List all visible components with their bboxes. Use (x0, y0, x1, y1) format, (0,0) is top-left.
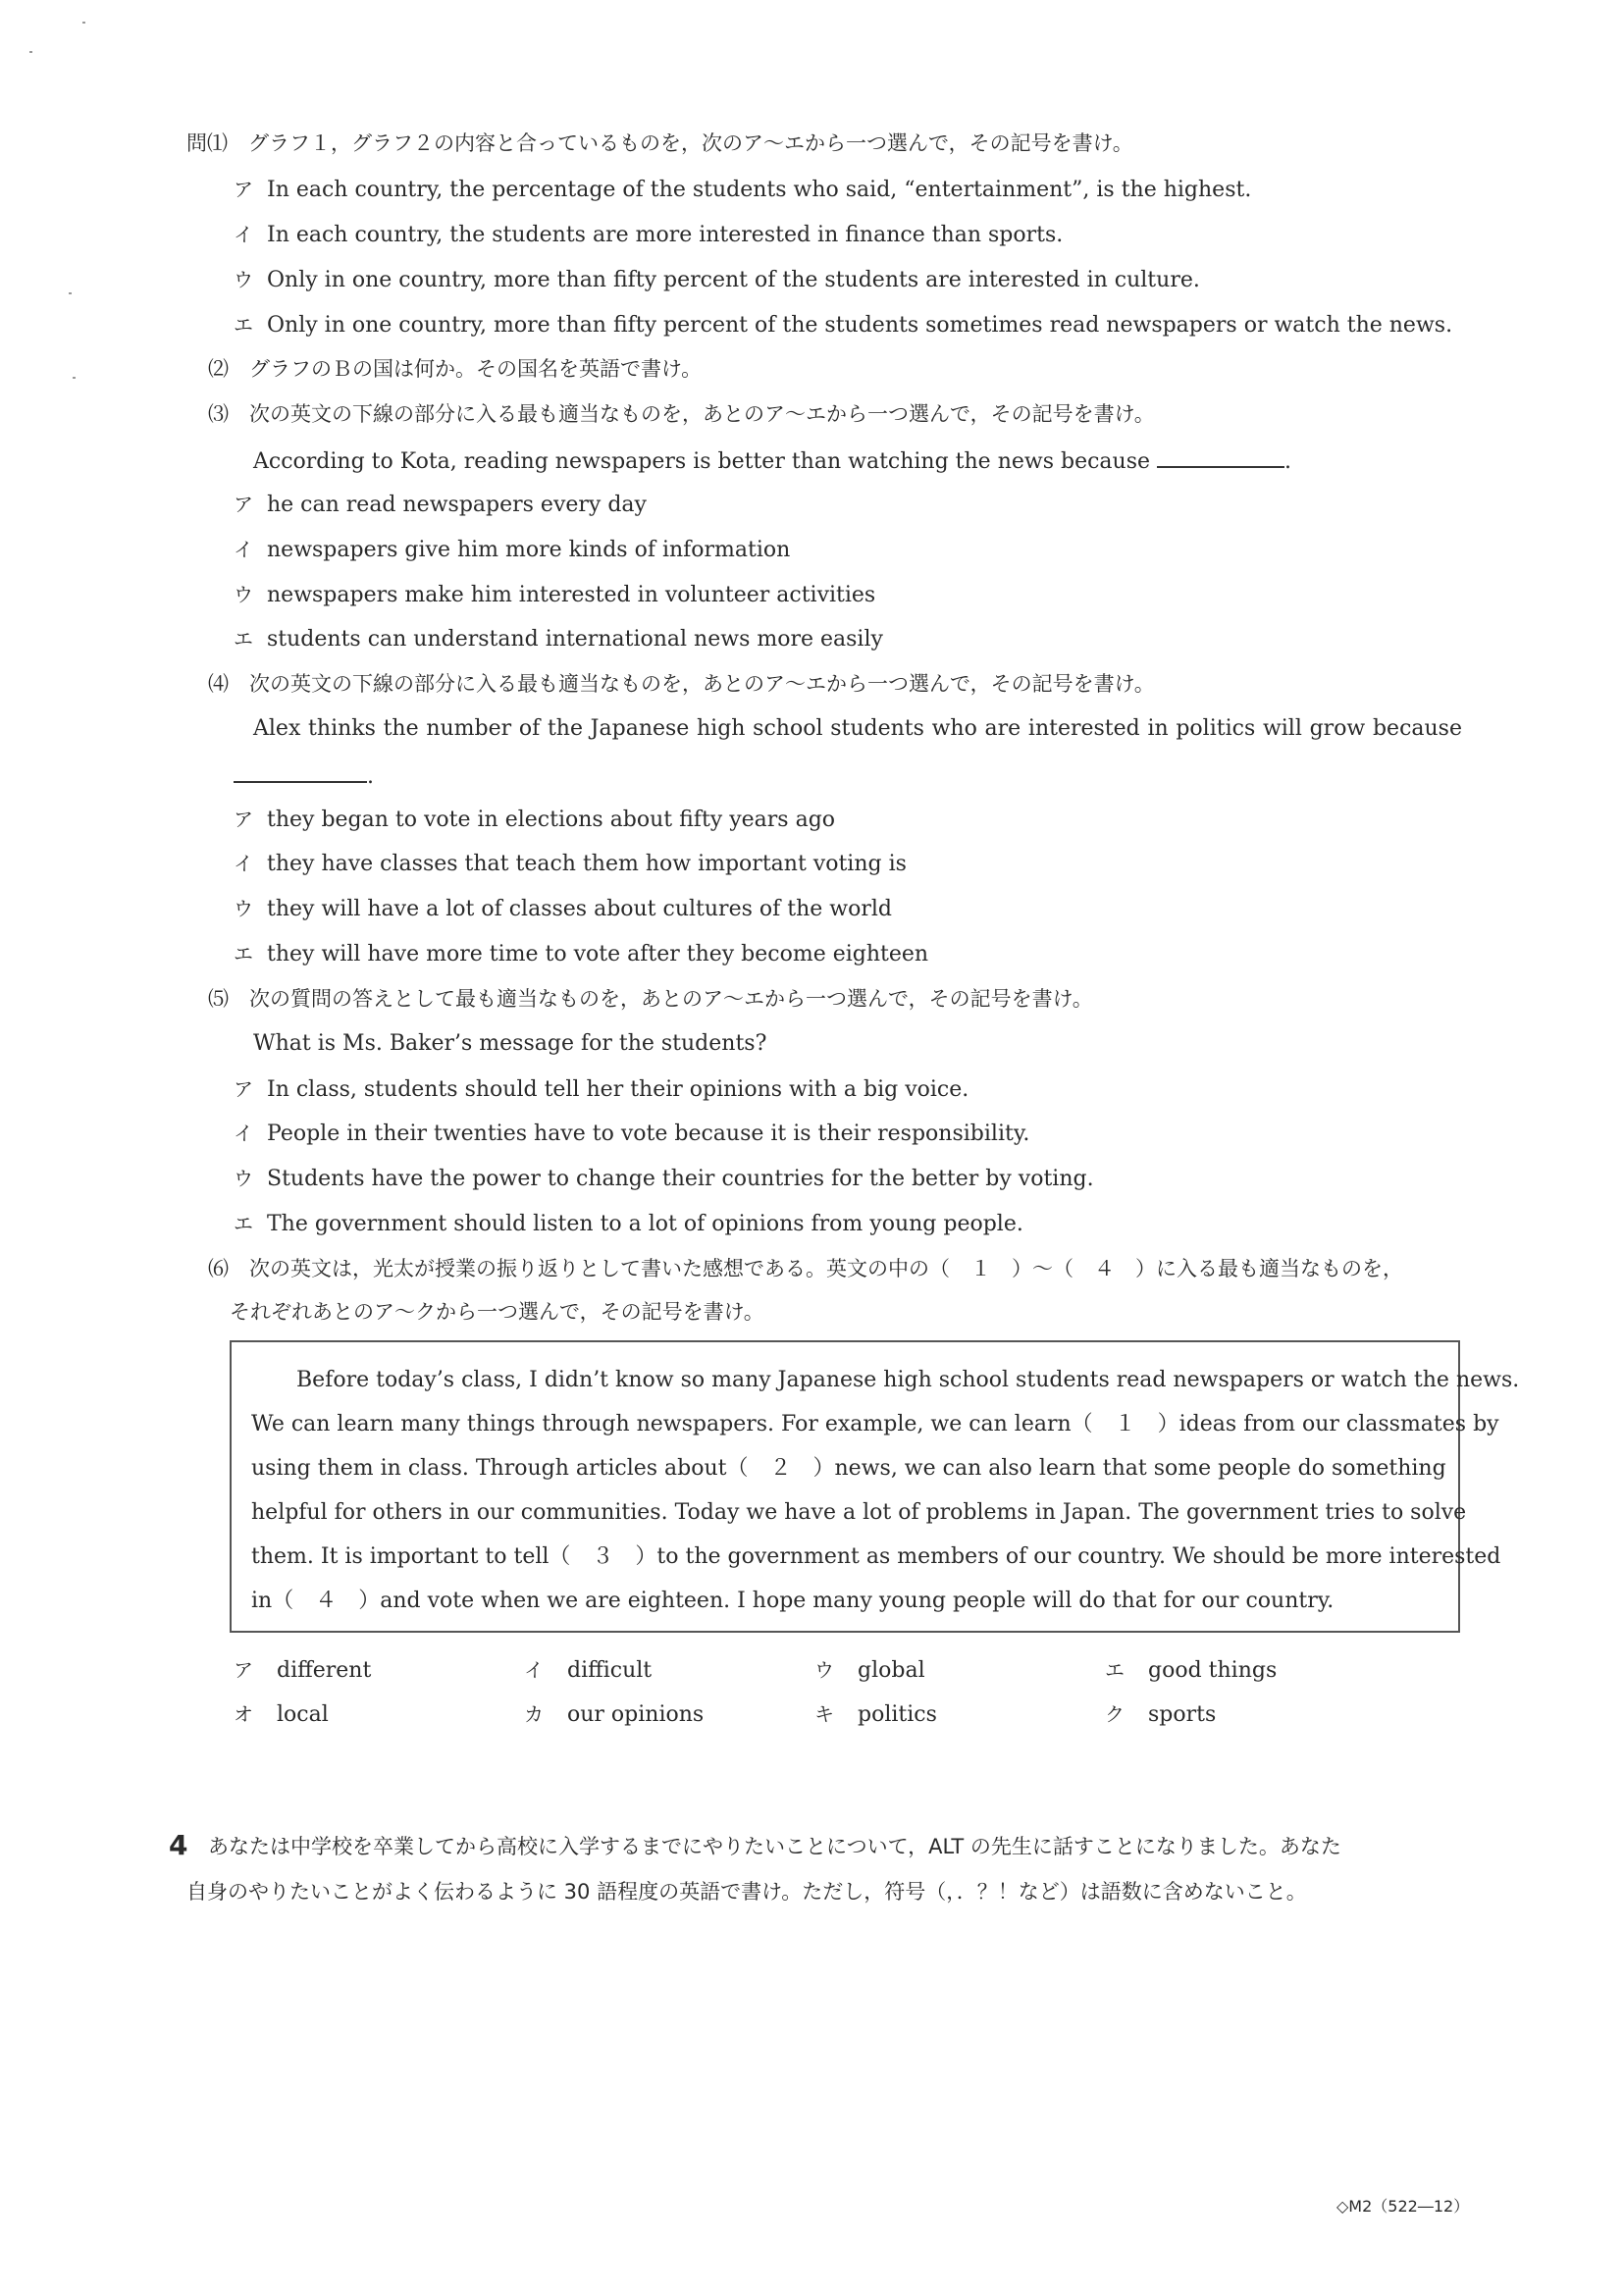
speck (73, 377, 76, 379)
q5-instruction: 次の質問の答えとして最も適当なものを，あとのア～エから一つ選んで，その記号を書け。 (249, 987, 1093, 1011)
q5-prompt: What is Ms. Baker’s message for the students? (253, 1031, 767, 1056)
q3-label: ⑶ (208, 402, 229, 426)
q4-instruction: 次の英文の下線の部分に入る最も適当なものを，あとのア～エから一つ選んで，その記号を書け。 (249, 672, 1155, 696)
q4-prompt-blank: . (234, 759, 374, 792)
q6-label: ⑹ (208, 1257, 229, 1280)
q6-heading (208, 1254, 1403, 1283)
q6-choice[interactable]: オ local (234, 1702, 329, 1727)
q5-option[interactable]: エ The government should listen to a lot of opinions from young people. (234, 1212, 1023, 1236)
q6-instruction-cont: それぞれあとのア～クから一つ選んで，その記号を書け。 (230, 1300, 764, 1324)
answer-blank (234, 759, 367, 783)
q6-choice[interactable]: キ politics (814, 1702, 937, 1727)
q5-heading (208, 984, 1093, 1014)
passage-line: helpful for others in our communities. Today we have a lot of problems in Japan. The government tries to solve (251, 1500, 1467, 1525)
section4-line: あなたは中学校を卒業してから高校に入学するまでにやりたいことについて，ALT の先生に話すことになりました。あなた (208, 1835, 1341, 1858)
q5-option[interactable]: ウ Students have the power to change their countries for the better by voting. (234, 1167, 1094, 1191)
q1-option[interactable]: ア In each country, the percentage of the students who said, “entertainment”, is the highest. (234, 178, 1252, 202)
q6-choice[interactable]: カ our opinions (524, 1702, 705, 1727)
speck (69, 292, 72, 294)
passage-line: using them in class. Through articles about（ ２ ）news, we can also learn that some people do something (251, 1456, 1446, 1481)
q1-heading (186, 129, 1133, 158)
q1-option[interactable]: ウ Only in one country, more than fifty percent of the students are interested in culture. (234, 268, 1200, 292)
q4-heading (208, 669, 1155, 699)
q3-option[interactable]: イ newspapers give him more kinds of information (234, 538, 791, 562)
q3-option[interactable]: ア he can read newspapers every day (234, 493, 647, 517)
passage-line: in（ ４ ）and vote when we are eighteen. I hope many young people will do that for our country. (251, 1589, 1335, 1613)
q1-option[interactable]: エ Only in one country, more than fifty percent of the students sometimes read newspapers or watch the news. (234, 313, 1453, 338)
q1-instruction: グラフ１，グラフ２の内容と合っているものを，次のア～エから一つ選んで，その記号を書け。 (248, 131, 1133, 155)
q5-option[interactable]: ア In class, students should tell her their opinions with a big voice. (234, 1077, 969, 1102)
q4-option[interactable]: エ they will have more time to vote after they become eighteen (234, 942, 929, 966)
q4-label: ⑷ (208, 672, 229, 696)
q6-choice[interactable]: イ difficult (524, 1658, 653, 1683)
passage-line: We can learn many things through newspapers. For example, we can learn（ １ ）ideas from our classmates by (251, 1412, 1499, 1436)
q1-label: 問⑴ (186, 131, 228, 155)
q6-choice[interactable]: ク sports (1105, 1702, 1217, 1727)
q4-option[interactable]: ア they began to vote in elections about fifty years ago (234, 808, 836, 832)
q4-prompt: Alex thinks the number of the Japanese high school students who are interested in politics will grow because (253, 716, 1462, 741)
q2-instruction: グラフのＢの国は何か。その国名を英語で書け。 (249, 357, 703, 381)
q1-option[interactable]: イ In each country, the students are more interested in finance than sports. (234, 223, 1064, 247)
speck (82, 22, 85, 24)
q2-heading (208, 354, 702, 384)
q5-label: ⑸ (208, 987, 229, 1011)
q5-option[interactable]: イ People in their twenties have to vote because it is their responsibility. (234, 1122, 1030, 1146)
section4-line: 自身のやりたいことがよく伝わるように 30 語程度の英語で書け。ただし，符号（，．？！など）は語数に含めないこと。 (186, 1880, 1307, 1904)
q3-instruction: 次の英文の下線の部分に入る最も適当なものを，あとのア～エから一つ選んで，その記号を書け。 (249, 402, 1155, 426)
q3-option[interactable]: エ students can understand international news more easily (234, 627, 883, 652)
page-code: ◇M2（522―12） (1336, 2197, 1470, 2216)
q3-prompt: According to Kota, reading newspapers is better than watching the news because . (253, 444, 1291, 477)
passage-line: Before today’s class, I didn’t know so many Japanese high school students read newspapers or watch the news. (296, 1368, 1520, 1392)
q6-choice[interactable]: ウ global (814, 1658, 925, 1683)
answer-blank (1157, 444, 1284, 468)
q6-instruction: 次の英文は，光太が授業の振り返りとして書いた感想である。英文の中の（ １ ）～（ ４ ）に入る最も適当なものを， (249, 1257, 1403, 1280)
q6-choice[interactable]: エ good things (1105, 1658, 1278, 1683)
q3-heading (208, 399, 1155, 429)
q3-option[interactable]: ウ newspapers make him interested in volunteer activities (234, 583, 876, 607)
passage-line: them. It is important to tell（ ３ ）to the government as members of our country. We should be more interested (251, 1544, 1501, 1569)
section-number: 4 (169, 1829, 188, 1861)
q4-option[interactable]: ウ they will have a lot of classes about cultures of the world (234, 897, 892, 921)
q6-choice[interactable]: ア different (234, 1658, 372, 1683)
speck (29, 51, 32, 53)
q4-option[interactable]: イ they have classes that teach them how important voting is (234, 852, 907, 876)
q2-label: ⑵ (208, 357, 229, 381)
